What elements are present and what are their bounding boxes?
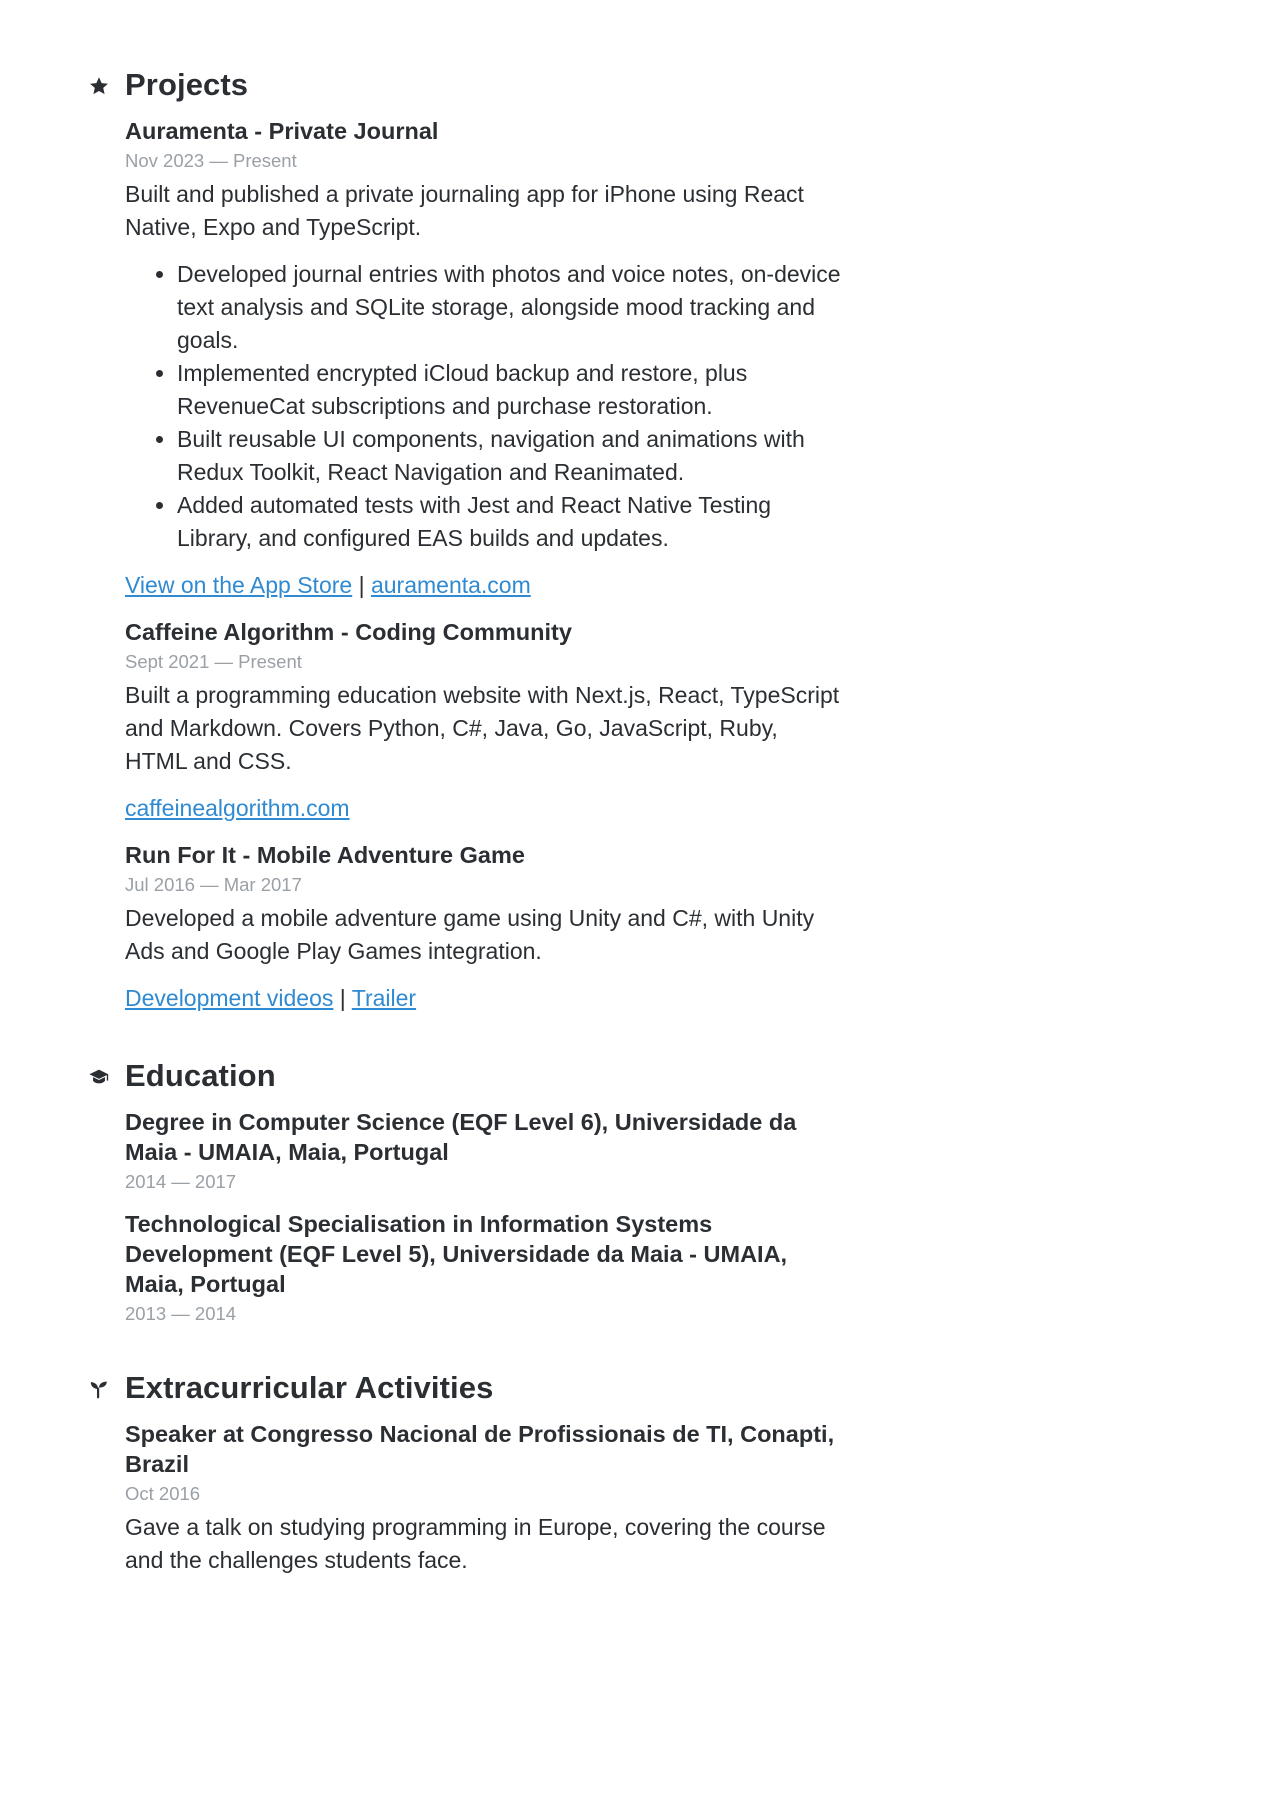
education-item xyxy=(125,1107,845,1195)
education-degree: Degree in Computer Science (EQF Level 6), Universidade da Maia - UMAIA, Maia, Portugal xyxy=(125,1109,797,1165)
development-videos-link[interactable]: Development videos xyxy=(125,985,334,1011)
project-date: Nov 2023 — Present xyxy=(125,150,297,171)
project-description: Built and published a private journaling app for iPhone using React Native, Expo and TypeScript. xyxy=(125,181,804,240)
star-icon xyxy=(87,74,111,98)
extracurricular-item xyxy=(125,1419,845,1577)
project-title: Auramenta - Private Journal xyxy=(125,118,439,144)
project-date: Sept 2021 — Present xyxy=(125,651,302,672)
activity-title: Speaker at Congresso Nacional de Profissionais de TI, Conapti, Brazil xyxy=(125,1421,835,1477)
list-item: • Built reusable UI components, navigation and animations with Redux Toolkit, React Navigation and Reanimated. xyxy=(177,423,845,489)
auramenta-link[interactable]: auramenta.com xyxy=(370,572,531,598)
education-degree: Technological Specialisation in Information Systems Development (EQF Level 5), Universidade da Maia - UMAIA, Maia, Portugal xyxy=(125,1211,788,1297)
projects-title: Projects xyxy=(125,67,249,102)
education-title: Education xyxy=(125,1058,276,1093)
projects-section xyxy=(125,62,845,1015)
education-header xyxy=(125,1053,845,1099)
list-item: • Added automated tests with Jest and React Native Testing Library, and configured EAS builds and updates. xyxy=(177,489,845,555)
extracurricular-section xyxy=(125,1365,845,1577)
project-title: Run For It - Mobile Adventure Game xyxy=(125,842,525,868)
project-description: Built a programming education website with Next.js, React, TypeScript and Markdown. Covers Python, C#, Java, Go, JavaScript, Ruby, HTML and CSS. xyxy=(125,682,840,774)
project-item xyxy=(125,617,845,825)
education-date: 2014 — 2017 xyxy=(125,1171,237,1192)
caffeinealgorithm-link[interactable]: caffeinealgorithm.com xyxy=(125,795,350,821)
project-item xyxy=(125,116,845,602)
project-links xyxy=(125,792,845,825)
extracurricular-header xyxy=(125,1365,845,1411)
education-section xyxy=(125,1053,845,1327)
trailer-link[interactable]: Trailer xyxy=(351,985,417,1011)
education-date: 2013 — 2014 xyxy=(125,1303,237,1324)
education-item xyxy=(125,1209,845,1327)
project-description: Developed a mobile adventure game using Unity and C#, with Unity Ads and Google Play Games integration. xyxy=(125,905,815,964)
activity-description: Gave a talk on studying programming in Europe, covering the course and the challenges students face. xyxy=(125,1514,826,1573)
projects-header xyxy=(125,62,845,108)
project-links xyxy=(125,569,845,602)
list-item: • Developed journal entries with photos and voice notes, on-device text analysis and SQLite storage, alongside mood tracking and goals. xyxy=(177,258,845,357)
graduation-cap-icon xyxy=(87,1065,111,1089)
project-title: Caffeine Algorithm - Coding Community xyxy=(125,619,572,645)
extracurricular-title: Extracurricular Activities xyxy=(125,1370,494,1405)
project-item xyxy=(125,840,845,1015)
project-links xyxy=(125,982,845,1015)
project-bullet-list xyxy=(125,258,845,555)
list-item: • Implemented encrypted iCloud backup and restore, plus RevenueCat subscriptions and purchase restoration. xyxy=(177,357,845,423)
project-date: Jul 2016 — Mar 2017 xyxy=(125,874,302,895)
link-separator: | xyxy=(339,985,346,1011)
activity-date: Oct 2016 xyxy=(125,1483,201,1504)
seedling-icon xyxy=(87,1377,111,1401)
link-separator: | xyxy=(358,572,365,598)
app-store-link[interactable]: View on the App Store xyxy=(125,572,353,598)
